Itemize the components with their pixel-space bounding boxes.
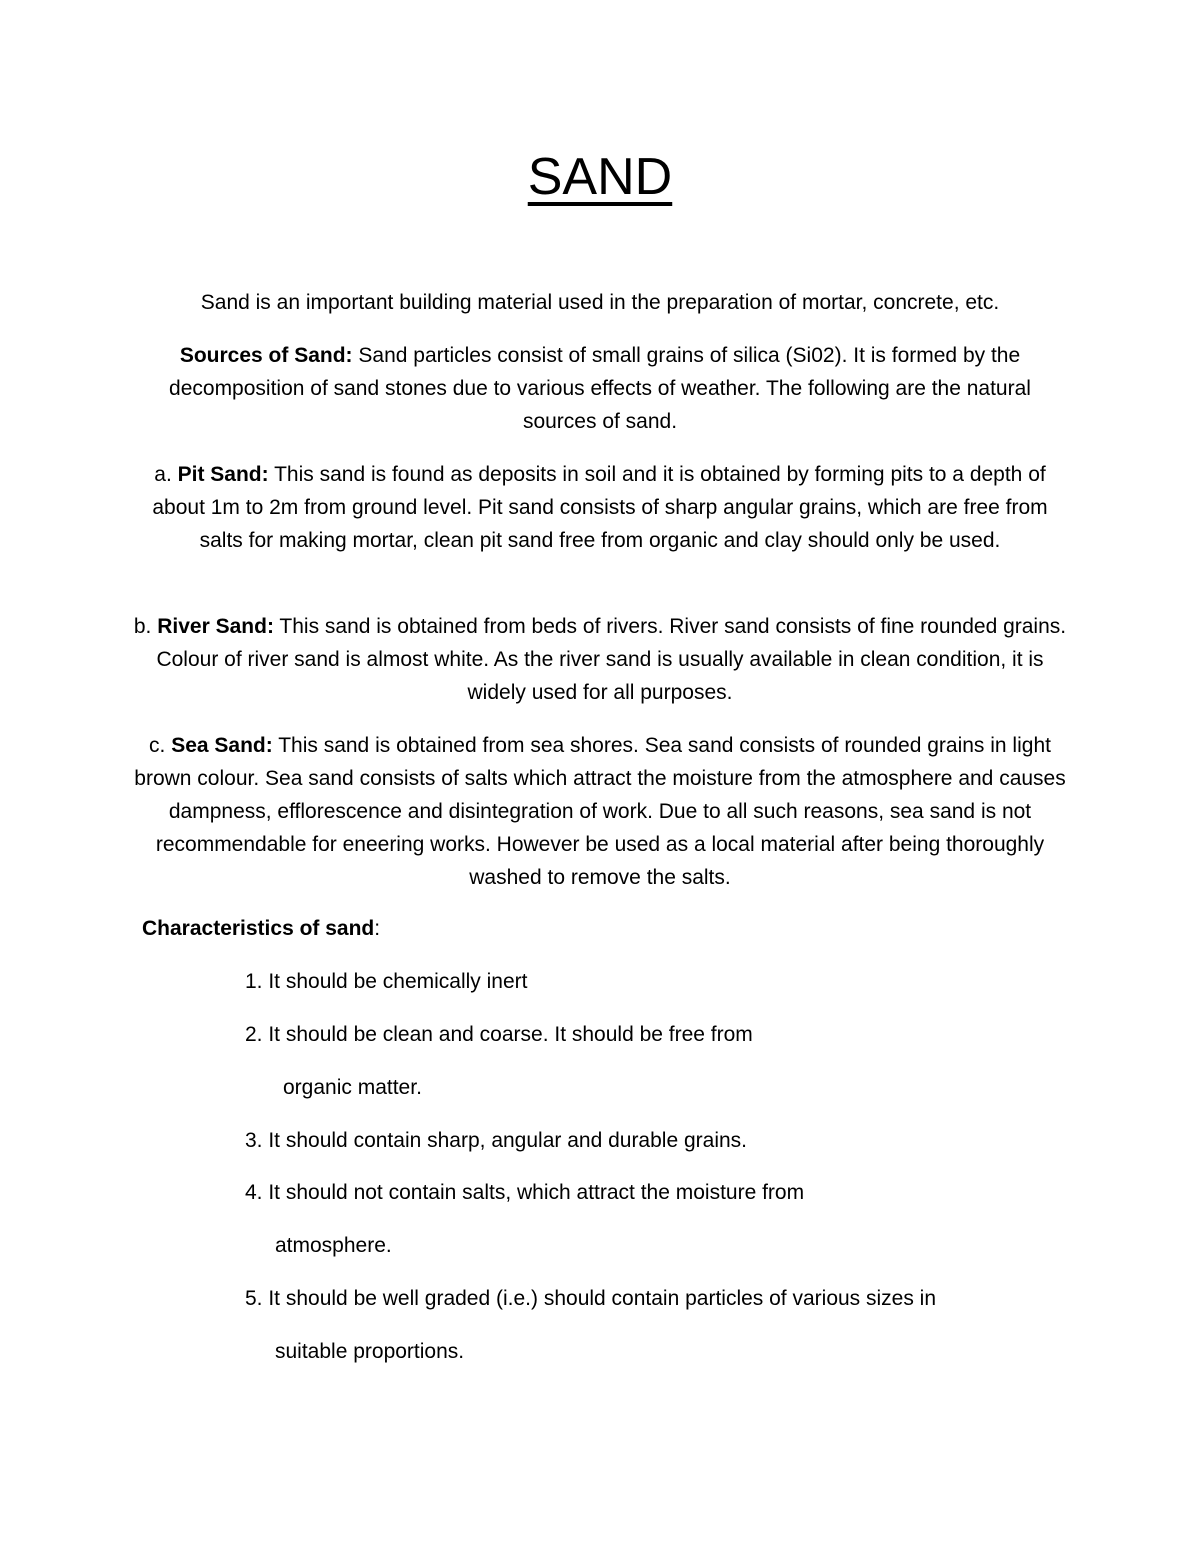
characteristics-suffix: : xyxy=(374,917,381,940)
river-sand-paragraph xyxy=(130,610,1070,709)
pit-sand-text: This sand is found as deposits in soil and it is obtained by forming pits to a depth of about 1m to 2m from ground level. Pit sand consists of sharp angular grains, which are free from salts for making mortar, clean pit sand free from organic and clay should only be used. xyxy=(152,463,1048,552)
pit-sand-label: Pit Sand: xyxy=(177,463,269,486)
river-sand-prefix: b. xyxy=(133,615,158,638)
characteristic-item-4: 4. It should not contain salts, which attract the moisture from xyxy=(245,1181,805,1204)
characteristics-heading xyxy=(142,912,380,945)
sea-sand-label: Sea Sand: xyxy=(171,734,273,757)
characteristic-item-1: 1. It should be chemically inert xyxy=(245,970,528,993)
sources-paragraph xyxy=(130,339,1070,438)
characteristic-item-5: 5. It should be well graded (i.e.) should contain particles of various sizes in xyxy=(245,1287,937,1310)
characteristic-item-3: 3. It should contain sharp, angular and durable grains. xyxy=(245,1129,748,1152)
sea-sand-text: This sand is obtained from sea shores. Sea sand consists of rounded grains in light brown colour. Sea sand consists of salts which attract the moisture from the atmosphere and causes dampness, efflorescence and disintegration of work. Due to all such reasons, sea sand is not recommendable for eneering works. However be used as a local material after being thoroughly washed to remove the salts. xyxy=(134,734,1066,889)
sea-sand-prefix: c. xyxy=(149,734,172,757)
river-sand-text: This sand is obtained from beds of rivers. River sand consists of fine rounded grains. Colour of river sand is almost white. As the river sand is usually available in clean condition, it is widely used for all purposes. xyxy=(156,615,1067,704)
sources-text: Sand particles consist of small grains of silica (Si02). It is formed by the decomposition of sand stones due to various effects of weather. The following are the natural sources of sand. xyxy=(169,344,1031,433)
river-sand-label: River Sand: xyxy=(157,615,274,638)
characteristic-item-2-continuation: organic matter. xyxy=(283,1076,422,1099)
sea-sand-paragraph xyxy=(130,729,1070,894)
characteristic-item-4-continuation: atmosphere. xyxy=(275,1234,392,1257)
characteristic-item-5-continuation: suitable proportions. xyxy=(275,1340,465,1363)
title-text: SAND xyxy=(527,148,673,206)
characteristic-item-2: 2. It should be clean and coarse. It should be free from xyxy=(245,1023,753,1046)
pit-sand-paragraph xyxy=(130,458,1070,557)
document-title xyxy=(0,142,1200,212)
pit-sand-prefix: a. xyxy=(154,463,178,486)
sources-label: Sources of Sand: xyxy=(179,344,353,367)
intro-paragraph: Sand is an important building material used in the preparation of mortar, concrete, etc. xyxy=(200,291,1000,314)
characteristics-label: Characteristics of sand xyxy=(142,917,375,940)
